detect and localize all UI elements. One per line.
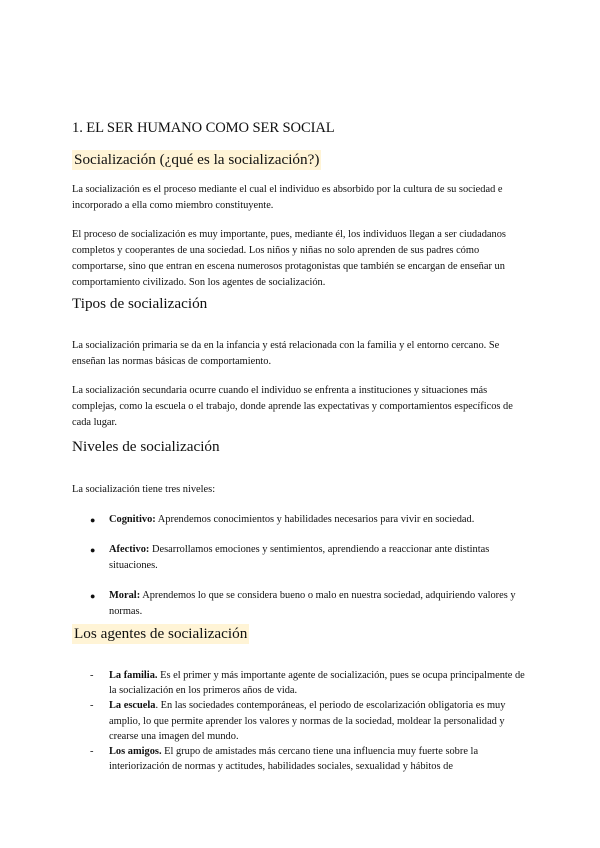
paragraph: La socialización secundaria ocurre cuando el individuo se enfrenta a instituciones y situaciones más complejas, como la escuela o el trabajo, donde aprende las expectativas y comportamientos específicos de cada lugar. <box>72 385 513 428</box>
paragraph: La socialización primaria se da en la infancia y está relacionada con la familia y el entorno cercano. Se enseñan las normas básicas de comportamiento. <box>72 340 500 367</box>
list-item-text: . En las sociedades contemporáneas, el periodo de escolarización obligatoria es muy amplio, lo que permite aprender los valores y normas de la sociedad, moldear la personalidad y crearse una imagen del mundo. <box>109 700 506 742</box>
page-title: 1. EL SER HUMANO COMO SER SOCIAL <box>72 120 335 136</box>
section-heading-que-es: Socialización (¿qué es la socialización?) <box>74 151 320 168</box>
list-item-term: Moral: <box>109 590 141 601</box>
list-item <box>72 698 530 744</box>
list-item-text: Es el primer y más importante agente de socialización, pues se ocupa principalmente de la socialización en los primeros años de vida. <box>109 670 525 697</box>
section-heading-niveles: Niveles de socialización <box>72 438 220 455</box>
list-item-term: Afectivo: <box>109 544 150 555</box>
paragraph: La socialización es el proceso mediante el cual el individuo es absorbido por la cultura de su sociedad e incorporado a ella como miembro constituyente. <box>72 184 503 211</box>
bullet-icon: ● <box>90 515 96 525</box>
list-item-text: Aprendemos conocimientos y habilidades necesarios para vivir en sociedad. <box>155 514 475 525</box>
section-niveles <box>72 437 530 457</box>
list-item <box>72 542 530 574</box>
list-item <box>72 588 530 620</box>
section-que-es-body <box>72 182 530 291</box>
section-tipos-body <box>72 338 530 431</box>
niveles-intro: La socialización tiene tres niveles: <box>72 484 216 495</box>
section-que-es <box>72 150 530 170</box>
list-item-text: El grupo de amistades más cercano tiene una influencia muy fuerte sobre la interiorización de normas y actitudes, habilidades sociales, sexualidad y hábitos de <box>109 746 479 773</box>
agentes-list <box>72 668 530 774</box>
bullet-icon: ● <box>90 591 96 601</box>
list-item-text: Desarrollamos emociones y sentimientos, aprendiendo a reaccionar ante distintas situaciones. <box>109 544 490 571</box>
list-item-term: Los amigos. <box>109 746 162 758</box>
list-item-text: Aprendemos lo que se considera bueno o malo en nuestra sociedad, adquiriendo valores y normas. <box>109 590 516 617</box>
section-heading-tipos: Tipos de socialización <box>72 295 208 312</box>
list-item <box>72 668 530 698</box>
section-agentes-body <box>72 668 530 774</box>
list-item-term: La escuela <box>109 700 156 712</box>
list-item-term: Cognitivo: <box>109 514 156 525</box>
bullet-icon: ● <box>90 545 96 555</box>
list-item <box>72 744 530 774</box>
dash-marker: - <box>90 700 94 712</box>
section-heading-agentes: Los agentes de socialización <box>74 625 248 642</box>
dash-marker: - <box>90 670 94 681</box>
niveles-list <box>72 512 530 620</box>
section-agentes <box>72 624 530 644</box>
paragraph: El proceso de socialización es muy importante, pues, mediante él, los individuos llegan a ser ciudadanos completos y cooperantes de una sociedad. Los niños y niñas no solo aprenden de sus padres cómo comportarse, sino que entran en escena numerosos protagonistas que también se encargan de enseñar un comportamiento civilizado. Son los agentes de socialización. <box>72 229 506 288</box>
section-niveles-body <box>72 482 530 620</box>
list-item <box>72 512 530 528</box>
dash-marker: - <box>90 746 94 758</box>
list-item-term: La familia. <box>109 670 158 681</box>
section-tipos <box>72 294 530 314</box>
